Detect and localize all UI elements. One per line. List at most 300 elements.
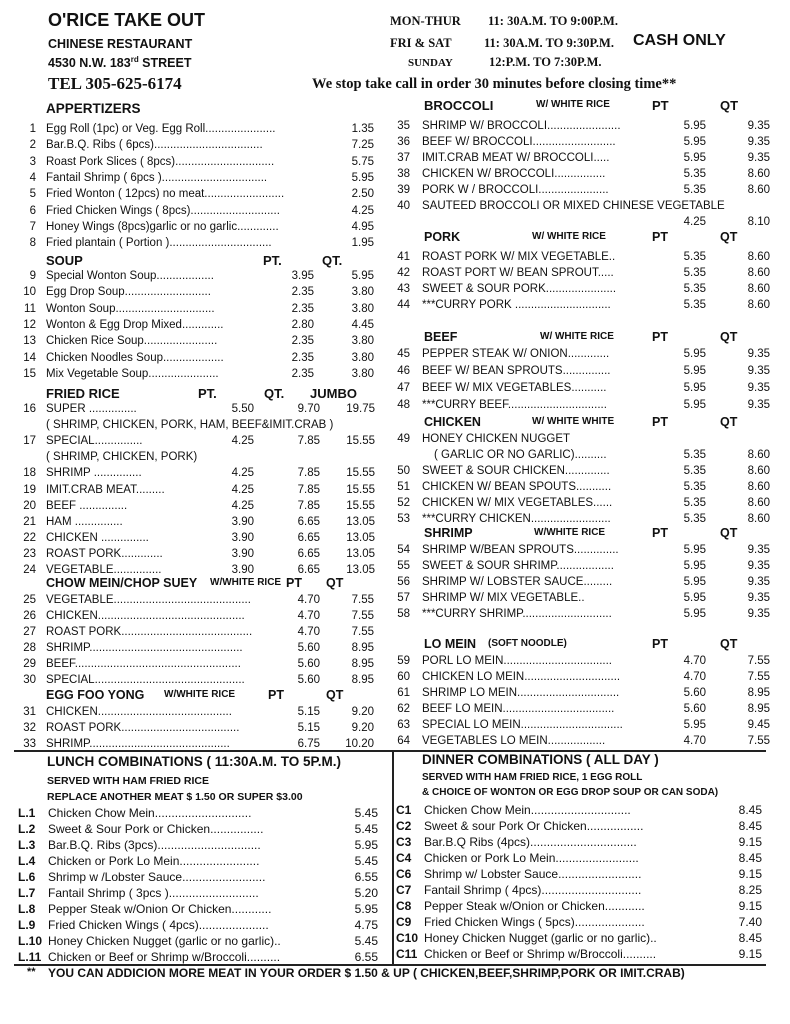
combo-item: [18, 933, 378, 949]
item-number: 1: [29, 123, 36, 135]
menu-item: [390, 511, 770, 527]
combo-number: L.2: [18, 822, 36, 836]
chicken-qt-header: QT: [720, 415, 738, 429]
egg-foo-young-sub: W/WHITE RICE: [164, 689, 236, 700]
combo-name: Chicken or Pork Lo Mein.........................: [424, 851, 639, 865]
dinner-subtitle-1: SERVED WITH HAM FRIED RICE, 1 EGG ROLL: [422, 772, 643, 783]
item-note: ( GARLIC OR NO GARLIC)..........: [434, 449, 607, 461]
broccoli-pt-header: PT: [652, 98, 669, 113]
combo-price: 5.45: [354, 854, 378, 868]
item-price-pt: 5.95: [683, 365, 706, 377]
item-number: 7: [29, 220, 36, 233]
item-price-pt: 5.95: [683, 136, 706, 148]
lo-mein-sub: (SOFT NOODLE): [488, 638, 567, 649]
item-name: ROAST PORK.........................................: [46, 626, 253, 638]
item-price-pt: 5.95: [683, 544, 706, 556]
item-name: CHICKEN W/ BEAN SPOUTS...........: [422, 481, 612, 493]
menu-item: [390, 297, 770, 313]
closing-notice: We stop take call in order 30 minutes before closing time**: [312, 76, 677, 92]
item-name: SWEET & SOUR CHICKEN..............: [422, 465, 610, 477]
item-name: BEEF W/ BROCCOLI..........................: [422, 136, 616, 148]
item-price-qt: 7.85: [297, 435, 320, 448]
menu-item: [390, 606, 770, 622]
egg-foo-young-qt-header: QT: [326, 688, 344, 702]
combo-name: Shrimp w/ Lobster Sauce.........................: [424, 867, 642, 881]
item-number: 24: [23, 564, 36, 576]
combo-number: C1: [396, 803, 412, 817]
item-name: SPECIAL...............................................: [46, 674, 245, 686]
item-price-qt: 9.35: [747, 120, 770, 132]
item-number: 32: [23, 722, 36, 734]
shrimp-title: SHRIMP: [424, 526, 473, 540]
item-number: 62: [397, 703, 410, 715]
menu-item: [16, 720, 376, 736]
combo-name: Fried Chicken Wings ( 5pcs).....................: [424, 915, 645, 929]
menu-item: [390, 479, 770, 495]
item-price-qt: 3.80: [351, 302, 374, 315]
combo-item: [18, 853, 378, 869]
lunch-title: LUNCH COMBINATIONS ( 11:30A.M. TO 5P.M.): [47, 754, 342, 769]
hours-time-2: 11: 30A.M. TO 9:30P.M.: [484, 36, 614, 50]
soup-title: SOUP: [46, 253, 83, 268]
hours-days-3: SUNDAY: [408, 57, 453, 69]
combo-item: [18, 901, 378, 917]
menu-item: [390, 669, 770, 685]
item-number: 60: [397, 671, 410, 683]
item-name: IMIT.CRAB MEAT W/ BROCCOLI.....: [422, 152, 610, 164]
item-price-qt: 4.45: [351, 318, 374, 331]
item-price-pt: 3.90: [231, 547, 254, 560]
item-price-pt: 5.95: [683, 399, 706, 411]
item-name: SHRIMP W/BEAN SPROUTS..............: [422, 544, 619, 556]
item-number: 22: [23, 531, 36, 544]
item-price-pt: 5.35: [683, 449, 706, 461]
menu-item: [390, 380, 770, 396]
menu-item: [390, 346, 770, 362]
combo-name: Chicken or Beef or Shrimp w/Broccoli..........: [48, 950, 281, 964]
hours-time-3: 12:P.M. TO 7:30P.M.: [489, 55, 602, 69]
item-name: CHICKEN..........................................: [46, 706, 232, 718]
beef-qt-header: QT: [720, 330, 738, 344]
item-price-qt: 9.35: [747, 382, 770, 394]
item-price-qt: 9.35: [747, 608, 770, 620]
item-price-pt: 5.50: [231, 403, 254, 415]
item-number: 3: [29, 155, 36, 168]
item-name: CHICKEN W/ BROCCOLI................: [422, 168, 606, 180]
item-number: 36: [397, 136, 410, 148]
item-name: SPECIAL...............: [46, 435, 143, 448]
item-price-pt: 5.15: [297, 722, 320, 734]
combo-item: [396, 946, 766, 962]
item-number: 12: [23, 318, 36, 331]
menu-item: [16, 317, 376, 333]
lo-mein-pt-header: PT: [652, 637, 668, 651]
item-price-qt: 9.35: [747, 348, 770, 360]
item-price-qt: 8.60: [747, 497, 770, 509]
combo-price: 5.95: [354, 902, 378, 916]
menu-item: [16, 704, 376, 720]
item-price-qt: 7.85: [297, 483, 320, 496]
menu-item: [16, 333, 376, 349]
item-price-jumbo: 13.05: [346, 531, 375, 544]
item-number: 38: [397, 168, 410, 180]
combo-name: Fantail Shrimp ( 3pcs )...........................: [48, 886, 259, 900]
item-price-qt: 6.65: [297, 515, 320, 528]
hours-days-1: MON-THUR: [390, 14, 461, 28]
item-price-jumbo: 15.55: [346, 499, 375, 512]
item-price-qt: 8.95: [747, 687, 770, 699]
combo-item: [18, 869, 378, 885]
item-number: 39: [397, 184, 410, 196]
menu-item: [16, 640, 376, 656]
item-number: 57: [397, 592, 410, 604]
item-name: Egg Drop Soup...........................: [46, 286, 211, 299]
menu-item: [390, 249, 770, 265]
fried-rice-title: FRIED RICE: [46, 386, 120, 401]
item-price-qt: 8.60: [747, 481, 770, 493]
combo-name: Fantail Shrimp ( 4pcs)..............................: [424, 883, 642, 897]
menu-item: [16, 121, 376, 137]
item-number: 21: [23, 515, 36, 528]
menu-item: [16, 672, 376, 688]
combo-number: C8: [396, 899, 412, 913]
combo-number: L.6: [18, 870, 36, 884]
combo-price: 8.45: [738, 819, 762, 833]
item-name: IMIT.CRAB MEAT.........: [46, 483, 165, 496]
item-note: ( SHRIMP, CHICKEN, PORK): [46, 451, 198, 464]
item-name: Bar.B.Q. Ribs ( 6pcs)..................................: [46, 139, 263, 152]
item-price-qt: 6.65: [297, 547, 320, 560]
item-price-qt: 7.85: [297, 467, 320, 480]
fried-rice-jumbo-header: JUMBO: [310, 386, 357, 401]
item-price-pt: 1.35: [351, 123, 374, 135]
combo-item: [396, 834, 766, 850]
item-name: Chicken Noodles Soup...................: [46, 351, 224, 364]
combo-item: [396, 866, 766, 882]
soup-qt-header: QT.: [322, 253, 343, 268]
item-price-qt: 9.35: [747, 365, 770, 377]
item-number: 43: [397, 283, 410, 295]
item-price-qt: 3.80: [351, 335, 374, 348]
item-price-pt: 4.25: [683, 216, 706, 228]
item-price-qt: 8.95: [351, 642, 374, 654]
item-number: 47: [397, 382, 410, 394]
item-note: ( SHRIMP, CHICKEN, PORK, HAM, BEEF&IMIT.CRAB ): [46, 419, 334, 432]
item-price-pt: 4.70: [297, 594, 320, 606]
combo-number: C10: [396, 931, 419, 945]
item-number: 63: [397, 719, 410, 731]
item-name: BEEF W/ BEAN SPROUTS...............: [422, 365, 611, 377]
item-price-pt: 5.95: [683, 348, 706, 360]
item-name: SHRIMP............................................: [46, 738, 230, 750]
item-price-qt: 7.55: [747, 735, 770, 747]
item-name: BEEF LO MEIN...................................: [422, 703, 615, 715]
item-price-jumbo: 19.75: [346, 403, 375, 415]
dinner-subtitle-2: & CHOICE OF WONTON OR EGG DROP SOUP OR CAN SODA): [422, 787, 719, 798]
item-name: SHRIMP W/ BROCCOLI.......................: [422, 120, 621, 132]
item-name: BEEF....................................................: [46, 658, 241, 670]
hours-time-1: 11: 30A.M. TO 9:00P.M.: [488, 14, 618, 28]
item-name: SPECIAL LO MEIN................................: [422, 719, 623, 731]
beef-title: BEEF: [424, 330, 458, 344]
menu-item: [390, 182, 770, 198]
item-price-pt: 2.35: [291, 335, 314, 348]
menu-item: [16, 530, 376, 546]
item-price-pt: 5.60: [683, 703, 706, 715]
combo-name: Chicken Chow Mein..............................: [424, 803, 631, 817]
item-number: 29: [23, 658, 36, 670]
combo-price: 8.45: [738, 851, 762, 865]
item-price-jumbo: 15.55: [346, 435, 375, 448]
combo-number: L.7: [18, 886, 36, 900]
item-price-qt: 9.35: [747, 136, 770, 148]
combo-name: Chicken or Pork Lo Mein........................: [48, 854, 260, 868]
item-price-qt: 7.85: [297, 499, 320, 512]
combo-name: Pepper Steak w/Onion or Chicken............: [424, 899, 645, 913]
menu-item: [390, 134, 770, 150]
combo-name: Bar.B.Q Ribs (4pcs)................................: [424, 835, 637, 849]
combo-price: 5.95: [354, 838, 378, 852]
item-name: PORL LO MEIN..................................: [422, 655, 613, 667]
combo-item: [18, 805, 378, 821]
combo-number: C3: [396, 835, 412, 849]
menu-item: [390, 717, 770, 733]
menu-item: [16, 154, 376, 170]
item-price-qt: 9.35: [747, 576, 770, 588]
combo-name: Chicken Chow Mein.............................: [48, 806, 252, 820]
menu-item: [16, 656, 376, 672]
shrimp-sub: W/WHITE RICE: [534, 527, 606, 538]
menu-item: [390, 542, 770, 558]
appetizers-title: APPERTIZERS: [46, 101, 141, 116]
combo-price: 6.55: [354, 870, 378, 884]
combo-number: L.4: [18, 854, 36, 868]
menu-item: [16, 219, 376, 235]
item-name: SAUTEED BROCCOLI OR MIXED CHINESE VEGETABLE: [422, 200, 725, 212]
chow-mein-pt-header: PT: [286, 576, 302, 590]
combo-item: [396, 850, 766, 866]
combo-item: [396, 882, 766, 898]
item-price-qt: 3.80: [351, 351, 374, 364]
combo-name: Fried Chicken Wings ( 4pcs).....................: [48, 918, 269, 932]
combo-name: Bar.B.Q. Ribs (3pcs)...............................: [48, 838, 261, 852]
combo-price: 9.15: [738, 947, 762, 961]
item-price-jumbo: 13.05: [346, 515, 375, 528]
item-number: 61: [397, 687, 410, 699]
item-price-qt: 9.35: [747, 399, 770, 411]
menu-item: [16, 592, 376, 608]
menu-item: [16, 301, 376, 317]
combo-number: L.10: [18, 934, 43, 948]
item-price-pt: 2.35: [291, 286, 314, 299]
item-price-pt: 2.35: [291, 367, 314, 380]
combo-price: 5.20: [354, 886, 378, 900]
menu-item: [16, 350, 376, 366]
item-price-qt: 8.60: [747, 251, 770, 263]
item-price-qt: 8.60: [747, 283, 770, 295]
item-price-qt: 9.35: [747, 152, 770, 164]
menu-item: [16, 401, 376, 417]
combo-number: L.3: [18, 838, 36, 852]
lo-mein-title: LO MEIN: [424, 637, 477, 651]
combo-price: 4.75: [354, 918, 378, 932]
item-name: SWEET & SOUR PORK......................: [422, 283, 617, 295]
item-number: 27: [23, 626, 36, 638]
telephone: TEL 305-625-6174: [48, 74, 182, 93]
item-number: 50: [397, 465, 410, 477]
item-number: 40: [397, 200, 410, 212]
cash-only: CASH ONLY: [633, 32, 726, 49]
item-name: SHRIMP W/ LOBSTER SAUCE.........: [422, 576, 613, 588]
combo-price: 7.40: [738, 915, 762, 929]
item-name: VEGETABLE...........................................: [46, 594, 251, 606]
lunch-subtitle-1: SERVED WITH HAM FRIED RICE: [47, 775, 209, 787]
combo-name: Shrimp w /Lobster Sauce.........................: [48, 870, 266, 884]
combo-box-divider: [392, 750, 394, 964]
menu-item: [16, 546, 376, 562]
item-price-pt: 5.95: [683, 608, 706, 620]
dinner-title: DINNER COMBINATIONS ( ALL DAY ): [422, 752, 659, 767]
item-number: 15: [23, 367, 36, 380]
menu-item: [390, 733, 770, 749]
pork-pt-header: PT: [652, 230, 668, 244]
item-price-qt: 8.60: [747, 267, 770, 279]
shrimp-qt-header: QT: [720, 526, 738, 540]
item-name: Wonton Soup...............................: [46, 302, 215, 315]
menu-item: [16, 498, 376, 514]
item-name: Fried plantain ( Portion )................................: [46, 237, 272, 250]
pork-title: PORK: [424, 230, 461, 244]
item-name: ROAST PORK.....................................: [46, 722, 240, 734]
chow-mein-sub: W/WHITE RICE: [210, 577, 282, 588]
item-price-pt: 5.35: [683, 184, 706, 196]
lo-mein-qt-header: QT: [720, 637, 738, 651]
address-street-end: STREET: [138, 56, 192, 71]
item-number: 46: [397, 365, 410, 377]
item-number: 8: [29, 237, 36, 250]
item-number: 13: [23, 335, 36, 348]
item-price-qt: 8.10: [747, 216, 770, 228]
item-number: 23: [23, 547, 36, 560]
menu-item: [390, 463, 770, 479]
item-name: SHRIMP................................................: [46, 642, 243, 654]
item-name: Fantail Shrimp ( 6pcs ).................................: [46, 171, 268, 184]
item-price-qt: 9.20: [351, 706, 374, 718]
menu-item: [16, 514, 376, 530]
restaurant-name: O'RICE TAKE OUT: [48, 10, 205, 30]
item-price-pt: 2.50: [351, 188, 374, 201]
combo-name: Honey Chicken Nugget (garlic or no garlic)..: [424, 931, 657, 945]
item-number: 64: [397, 735, 410, 747]
item-number: 6: [29, 204, 36, 217]
item-name: ***CURRY PORK ..............................: [422, 299, 611, 311]
item-number: 25: [23, 594, 36, 606]
item-number: 11: [24, 302, 36, 315]
item-price-pt: 5.95: [683, 719, 706, 731]
item-name: ROAST PORK.............: [46, 547, 163, 560]
menu-item: [390, 653, 770, 669]
item-name: Special Wonton Soup..................: [46, 270, 214, 282]
item-price-pt: 5.95: [683, 560, 706, 572]
menu-item: [16, 268, 376, 284]
item-price-qt: 3.80: [351, 367, 374, 380]
item-price-qt: 8.60: [747, 184, 770, 196]
item-number: 31: [23, 706, 36, 718]
combo-name: Sweet & sour Pork Or Chicken.................: [424, 819, 644, 833]
item-number: 49: [397, 433, 410, 445]
item-name: SHRIMP ...............: [46, 467, 142, 480]
combo-price: 6.55: [354, 950, 378, 964]
combo-price: 9.15: [738, 867, 762, 881]
footer-stars: **: [27, 966, 36, 978]
broccoli-title: BROCCOLI: [424, 98, 494, 113]
item-price-pt: 3.95: [291, 270, 314, 282]
combo-price: 5.45: [354, 806, 378, 820]
item-name: PORK W / BROCCOLI......................: [422, 184, 609, 196]
item-price-pt: 5.35: [683, 497, 706, 509]
menu-item: [390, 495, 770, 511]
item-number: 41: [397, 251, 410, 263]
item-price-qt: 8.60: [747, 168, 770, 180]
item-number: 30: [23, 674, 36, 686]
combo-item: [396, 898, 766, 914]
egg-foo-young-title: EGG FOO YONG: [46, 688, 145, 702]
item-number: 48: [397, 399, 410, 411]
item-price-pt: 6.75: [297, 738, 320, 750]
chow-mein-title: CHOW MEIN/CHOP SUEY: [46, 576, 198, 590]
item-price-pt: 5.60: [297, 642, 320, 654]
item-price-pt: 5.95: [683, 382, 706, 394]
menu-item: [16, 235, 376, 251]
item-name: ***CURRY BEEF...............................: [422, 399, 607, 411]
item-number: 28: [23, 642, 36, 654]
combo-price: 8.45: [738, 803, 762, 817]
combo-item: [396, 818, 766, 834]
item-price-qt: 7.55: [747, 671, 770, 683]
item-price-jumbo: 13.05: [346, 547, 375, 560]
item-price-pt: 5.60: [683, 687, 706, 699]
item-name: CHICKEN ...............: [46, 531, 149, 544]
item-price-pt: 5.60: [297, 658, 320, 670]
item-price-pt: 5.95: [683, 592, 706, 604]
item-name: ***CURRY CHICKEN.........................: [422, 513, 611, 525]
menu-item: [390, 574, 770, 590]
item-price-pt: 4.70: [297, 610, 320, 622]
item-price-pt: 4.25: [231, 435, 254, 448]
combo-number: C6: [396, 867, 412, 881]
lunch-subtitle-2: REPLACE ANOTHER MEAT $ 1.50 OR SUPER $3.00: [47, 791, 303, 803]
item-price-jumbo: 13.05: [346, 564, 375, 576]
item-price-pt: 2.35: [291, 351, 314, 364]
item-price-pt: 3.90: [231, 564, 254, 576]
item-price-jumbo: 15.55: [346, 467, 375, 480]
menu-item: [390, 685, 770, 701]
item-price-pt: 4.70: [683, 671, 706, 683]
menu-item: [16, 433, 376, 449]
item-price-pt: 4.70: [683, 735, 706, 747]
item-price-pt: 5.35: [683, 283, 706, 295]
item-price-qt: 8.95: [351, 674, 374, 686]
fried-rice-qt-header: QT.: [264, 386, 285, 401]
item-number: 35: [397, 120, 410, 132]
combo-item: [18, 949, 378, 965]
pork-qt-header: QT: [720, 230, 738, 244]
combo-number: C4: [396, 851, 412, 865]
combo-item: [396, 914, 766, 930]
item-price-qt: 9.45: [747, 719, 770, 731]
menu-item: [16, 482, 376, 498]
menu-item: [16, 624, 376, 640]
